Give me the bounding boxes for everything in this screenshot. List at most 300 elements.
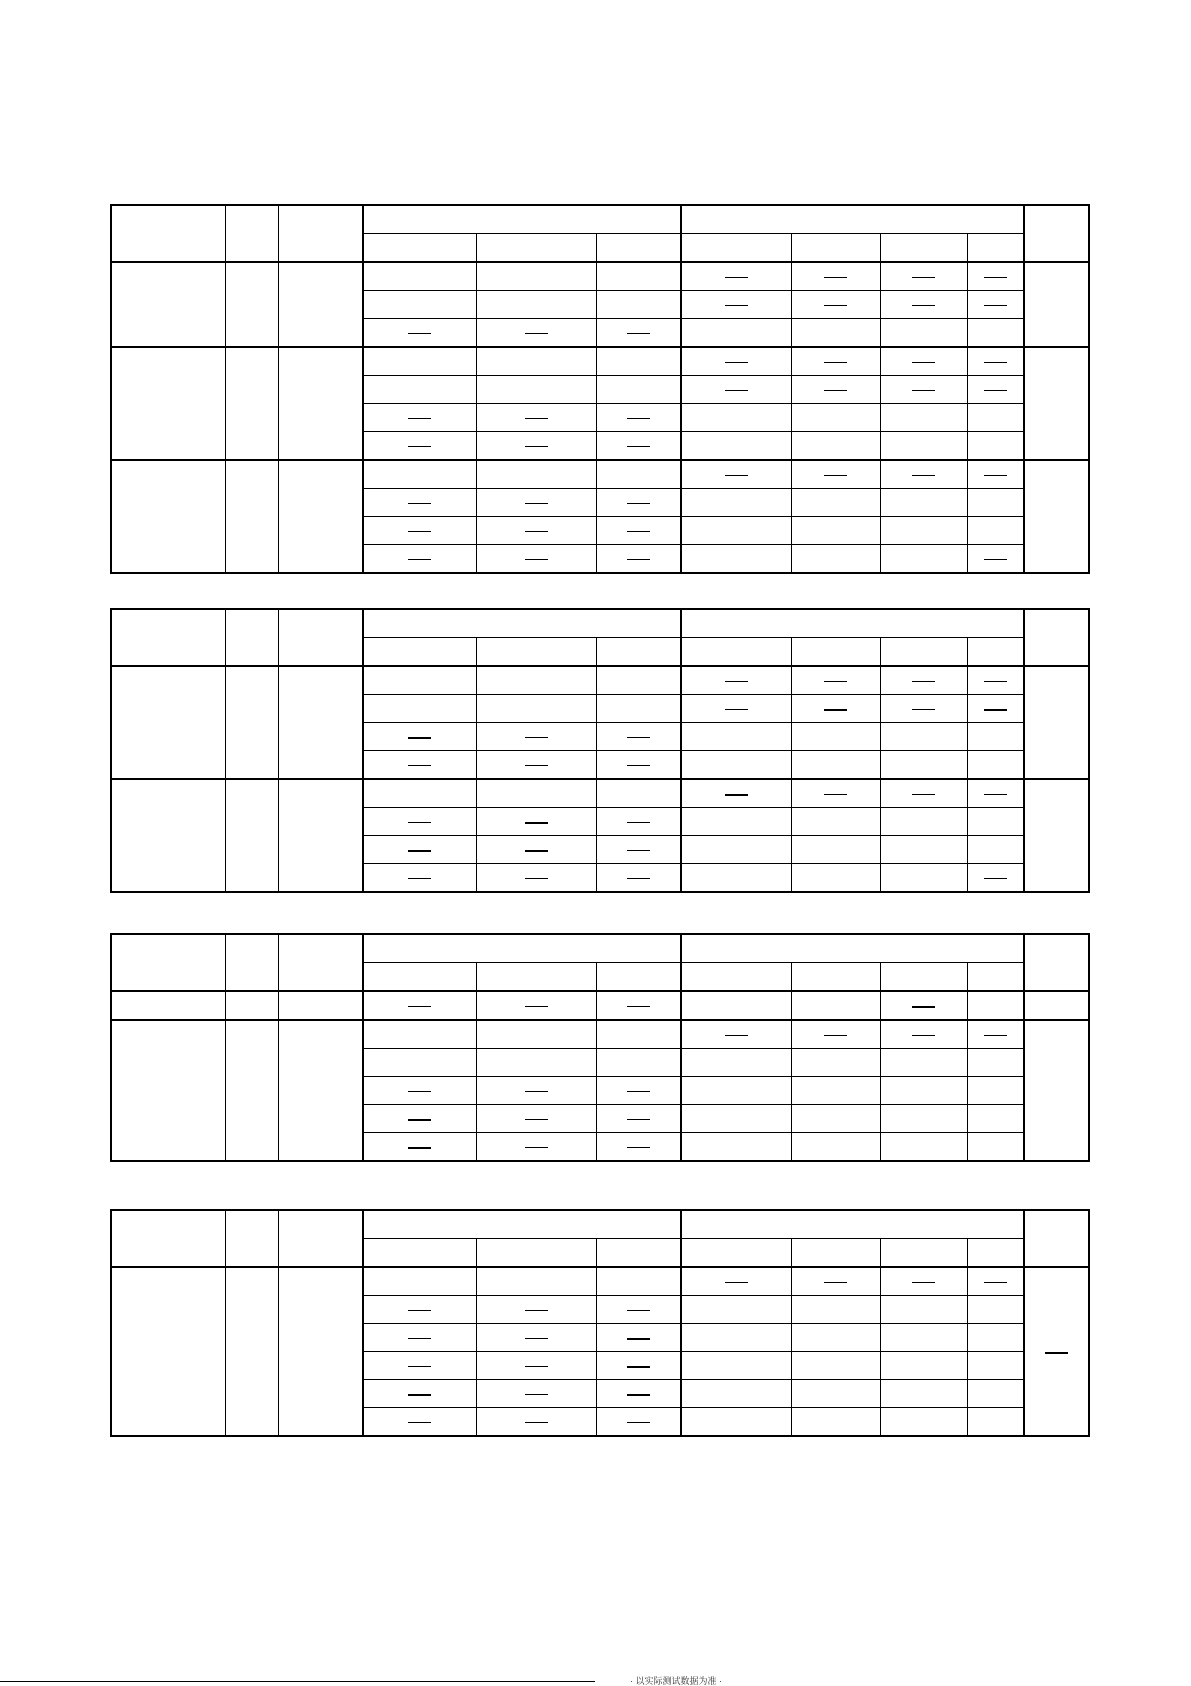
value-cell: [880, 666, 967, 695]
dash-mark: [984, 1282, 1007, 1283]
value-cell: [596, 460, 681, 489]
header-group-left: [363, 934, 681, 963]
group-cell: [278, 460, 363, 573]
dash-mark: [725, 277, 748, 278]
value-cell: [880, 808, 967, 836]
dash-mark: [408, 1119, 431, 1121]
dash-mark: [627, 1366, 650, 1368]
dash-mark: [525, 1422, 548, 1423]
value-cell: [476, 666, 596, 695]
value-cell: [596, 808, 681, 836]
data-table-4: [110, 1209, 1090, 1437]
header-cell: [225, 934, 278, 991]
dash-mark: [725, 794, 748, 796]
value-cell: [596, 666, 681, 695]
group-label-cell: [111, 460, 225, 573]
value-cell: [681, 1408, 791, 1437]
result-cell: [1024, 779, 1089, 892]
dash-mark: [525, 1119, 548, 1120]
value-cell: [476, 723, 596, 751]
dash-mark: [408, 822, 431, 823]
value-cell: [681, 808, 791, 836]
value-cell: [880, 404, 967, 432]
value-cell: [596, 1267, 681, 1296]
value-cell: [596, 432, 681, 461]
value-cell: [967, 808, 1024, 836]
value-cell: [596, 1352, 681, 1380]
value-cell: [363, 864, 476, 893]
value-cell: [880, 517, 967, 545]
value-cell: [476, 1380, 596, 1408]
dash-mark: [627, 1006, 650, 1007]
dash-mark: [525, 1147, 548, 1148]
subheader-cell: [476, 1239, 596, 1268]
value-cell: [880, 1324, 967, 1352]
header-group-right: [681, 205, 1024, 234]
value-cell: [596, 723, 681, 751]
dash-mark: [912, 475, 935, 476]
dash-mark: [525, 737, 548, 738]
group-label-cell: [111, 1267, 225, 1436]
value-cell: [791, 319, 880, 348]
value-cell: [791, 864, 880, 893]
dash-mark: [627, 850, 650, 851]
value-cell: [880, 751, 967, 780]
dash-mark: [824, 362, 847, 363]
value-cell: [880, 489, 967, 517]
header-group-left: [363, 205, 681, 234]
value-cell: [363, 489, 476, 517]
dash-mark: [408, 559, 431, 560]
dash-mark: [912, 305, 935, 306]
header-cell: [278, 609, 363, 666]
header-cell: [278, 205, 363, 262]
dash-mark: [627, 1338, 650, 1340]
value-cell: [476, 808, 596, 836]
value-cell: [791, 432, 880, 461]
dash-mark: [912, 794, 935, 795]
value-cell: [791, 291, 880, 319]
value-cell: [363, 404, 476, 432]
value-cell: [791, 376, 880, 404]
dash-mark: [408, 765, 431, 766]
dash-mark: [525, 531, 548, 532]
dash-mark: [627, 531, 650, 532]
subheader-cell: [791, 638, 880, 667]
value-cell: [596, 1020, 681, 1049]
value-cell: [363, 291, 476, 319]
dash-mark: [1045, 1352, 1068, 1354]
dash-mark: [525, 1394, 548, 1395]
header-row: [111, 205, 1089, 234]
header-cell: [225, 609, 278, 666]
dash-mark: [627, 878, 650, 879]
header-cell: [1024, 205, 1089, 262]
dash-mark: [824, 277, 847, 278]
data-table-3: [110, 933, 1090, 1162]
value-cell: [791, 1267, 880, 1296]
value-cell: [967, 1049, 1024, 1077]
value-cell: [791, 808, 880, 836]
group-cell: [278, 666, 363, 779]
dash-mark: [408, 1338, 431, 1339]
value-cell: [681, 836, 791, 864]
subheader-cell: [681, 963, 791, 992]
value-cell: [967, 1105, 1024, 1133]
value-cell: [880, 545, 967, 574]
dash-mark: [525, 446, 548, 447]
value-cell: [967, 1267, 1024, 1296]
data-table-2: [110, 608, 1090, 893]
value-cell: [681, 751, 791, 780]
data-table-1: [110, 204, 1090, 574]
value-cell: [967, 291, 1024, 319]
dash-mark: [824, 1282, 847, 1283]
header-group-left: [363, 609, 681, 638]
table-row: [111, 991, 1089, 1020]
dash-mark: [912, 277, 935, 278]
dash-mark: [984, 559, 1007, 560]
dash-mark: [525, 822, 548, 824]
value-cell: [967, 836, 1024, 864]
subheader-cell: [967, 638, 1024, 667]
dash-mark: [984, 362, 1007, 363]
value-cell: [967, 1352, 1024, 1380]
value-cell: [681, 1267, 791, 1296]
group-cell: [225, 347, 278, 460]
subheader-cell: [967, 963, 1024, 992]
value-cell: [967, 460, 1024, 489]
value-cell: [880, 376, 967, 404]
group-cell: [278, 779, 363, 892]
subheader-cell: [681, 234, 791, 263]
subheader-cell: [880, 234, 967, 263]
dash-mark: [408, 1422, 431, 1423]
value-cell: [363, 1296, 476, 1324]
value-cell: [681, 517, 791, 545]
dash-mark: [525, 503, 548, 504]
value-cell: [363, 1020, 476, 1049]
value-cell: [880, 1077, 967, 1105]
dash-mark: [627, 822, 650, 823]
value-cell: [681, 1324, 791, 1352]
value-cell: [596, 991, 681, 1020]
value-cell: [791, 1133, 880, 1162]
dash-mark: [408, 1006, 431, 1007]
value-cell: [596, 1324, 681, 1352]
dash-mark: [824, 305, 847, 306]
dash-mark: [984, 794, 1007, 795]
value-cell: [363, 319, 476, 348]
value-cell: [596, 1077, 681, 1105]
dash-mark: [627, 1147, 650, 1148]
header-cell: [111, 609, 225, 666]
value-cell: [791, 404, 880, 432]
result-cell: [1024, 1267, 1089, 1436]
value-cell: [791, 545, 880, 574]
footer-rule: [0, 1681, 595, 1682]
value-cell: [476, 347, 596, 376]
group-cell: [225, 1020, 278, 1161]
group-label-cell: [111, 1020, 225, 1161]
value-cell: [967, 1077, 1024, 1105]
value-cell: [791, 1020, 880, 1049]
value-cell: [967, 545, 1024, 574]
table-row: [111, 262, 1089, 291]
value-cell: [476, 1267, 596, 1296]
value-cell: [880, 1296, 967, 1324]
value-cell: [681, 319, 791, 348]
value-cell: [880, 1133, 967, 1162]
subheader-cell: [596, 963, 681, 992]
value-cell: [681, 779, 791, 808]
value-cell: [363, 376, 476, 404]
dash-mark: [627, 1422, 650, 1423]
subheader-cell: [363, 638, 476, 667]
value-cell: [363, 1324, 476, 1352]
header-row: [111, 934, 1089, 963]
value-cell: [681, 1380, 791, 1408]
value-cell: [476, 1049, 596, 1077]
value-cell: [967, 695, 1024, 723]
header-group-right: [681, 609, 1024, 638]
value-cell: [791, 489, 880, 517]
value-cell: [476, 489, 596, 517]
value-cell: [476, 1296, 596, 1324]
footer-text: · 以实际测试数据为准 ·: [630, 1676, 722, 1686]
value-cell: [791, 1352, 880, 1380]
group-label-cell: [111, 262, 225, 347]
value-cell: [967, 666, 1024, 695]
value-cell: [363, 1408, 476, 1437]
value-cell: [791, 723, 880, 751]
dash-mark: [408, 1091, 431, 1092]
header-group-right: [681, 934, 1024, 963]
value-cell: [681, 489, 791, 517]
value-cell: [880, 1267, 967, 1296]
dash-mark: [824, 1035, 847, 1036]
value-cell: [880, 460, 967, 489]
group-cell: [278, 1267, 363, 1436]
value-cell: [967, 864, 1024, 893]
value-cell: [363, 432, 476, 461]
dash-mark: [525, 1006, 548, 1007]
value-cell: [596, 517, 681, 545]
dash-mark: [408, 878, 431, 879]
value-cell: [363, 991, 476, 1020]
value-cell: [363, 460, 476, 489]
value-cell: [363, 1049, 476, 1077]
subheader-cell: [967, 1239, 1024, 1268]
value-cell: [596, 695, 681, 723]
table-row: [111, 347, 1089, 376]
value-cell: [363, 695, 476, 723]
dash-mark: [525, 1338, 548, 1339]
value-cell: [967, 1380, 1024, 1408]
result-cell: [1024, 991, 1089, 1020]
dash-mark: [525, 878, 548, 879]
value-cell: [596, 1296, 681, 1324]
dash-mark: [627, 559, 650, 560]
value-cell: [681, 1105, 791, 1133]
value-cell: [880, 864, 967, 893]
header-cell: [278, 1210, 363, 1267]
dash-mark: [408, 1394, 431, 1396]
value-cell: [967, 517, 1024, 545]
value-cell: [967, 991, 1024, 1020]
dash-mark: [725, 1035, 748, 1036]
dash-mark: [627, 503, 650, 504]
value-cell: [596, 751, 681, 780]
group-label-cell: [111, 991, 225, 1020]
value-cell: [596, 262, 681, 291]
value-cell: [476, 1077, 596, 1105]
group-cell: [278, 991, 363, 1020]
subheader-cell: [791, 1239, 880, 1268]
subheader-cell: [476, 234, 596, 263]
value-cell: [791, 1077, 880, 1105]
value-cell: [681, 1077, 791, 1105]
dash-mark: [525, 1310, 548, 1311]
subheader-cell: [363, 963, 476, 992]
value-cell: [880, 1020, 967, 1049]
value-cell: [880, 432, 967, 461]
value-cell: [880, 779, 967, 808]
value-cell: [967, 262, 1024, 291]
value-cell: [791, 695, 880, 723]
value-cell: [967, 1020, 1024, 1049]
dash-mark: [627, 418, 650, 419]
table-row: [111, 1267, 1089, 1296]
value-cell: [967, 489, 1024, 517]
dash-mark: [525, 850, 548, 852]
value-cell: [476, 376, 596, 404]
value-cell: [880, 1049, 967, 1077]
dash-mark: [525, 765, 548, 766]
value-cell: [596, 836, 681, 864]
group-cell: [225, 1267, 278, 1436]
value-cell: [880, 836, 967, 864]
header-group-left: [363, 1210, 681, 1239]
dash-mark: [912, 362, 935, 363]
dash-mark: [984, 878, 1007, 879]
value-cell: [596, 1049, 681, 1077]
dash-mark: [525, 559, 548, 560]
header-row: [111, 1210, 1089, 1239]
header-cell: [111, 205, 225, 262]
value-cell: [476, 404, 596, 432]
value-cell: [681, 545, 791, 574]
subheader-cell: [476, 638, 596, 667]
value-cell: [880, 347, 967, 376]
dash-mark: [525, 418, 548, 419]
value-cell: [967, 347, 1024, 376]
value-cell: [363, 545, 476, 574]
value-cell: [791, 836, 880, 864]
dash-mark: [984, 475, 1007, 476]
result-cell: [1024, 347, 1089, 460]
value-cell: [476, 864, 596, 893]
dash-mark: [725, 390, 748, 391]
value-cell: [967, 1324, 1024, 1352]
value-cell: [681, 432, 791, 461]
subheader-cell: [791, 234, 880, 263]
group-cell: [225, 460, 278, 573]
value-cell: [967, 376, 1024, 404]
value-cell: [476, 1408, 596, 1437]
header-cell: [111, 1210, 225, 1267]
value-cell: [476, 262, 596, 291]
subheader-cell: [596, 1239, 681, 1268]
dash-mark: [984, 709, 1007, 711]
value-cell: [880, 1352, 967, 1380]
dash-mark: [912, 390, 935, 391]
value-cell: [791, 991, 880, 1020]
value-cell: [791, 1296, 880, 1324]
value-cell: [363, 1077, 476, 1105]
value-cell: [880, 262, 967, 291]
value-cell: [596, 489, 681, 517]
subheader-cell: [681, 1239, 791, 1268]
result-cell: [1024, 262, 1089, 347]
group-cell: [225, 666, 278, 779]
value-cell: [681, 864, 791, 893]
value-cell: [363, 1267, 476, 1296]
value-cell: [681, 404, 791, 432]
group-label-cell: [111, 347, 225, 460]
dash-mark: [408, 503, 431, 504]
value-cell: [596, 1105, 681, 1133]
value-cell: [476, 432, 596, 461]
dash-mark: [984, 1035, 1007, 1036]
value-cell: [476, 695, 596, 723]
dash-mark: [408, 333, 431, 334]
dash-mark: [408, 418, 431, 419]
subheader-cell: [880, 638, 967, 667]
header-cell: [1024, 609, 1089, 666]
dash-mark: [408, 446, 431, 447]
dash-mark: [525, 1091, 548, 1092]
value-cell: [476, 1133, 596, 1162]
table-row: [111, 1020, 1089, 1049]
value-cell: [681, 1352, 791, 1380]
header-group-right: [681, 1210, 1024, 1239]
dash-mark: [627, 1091, 650, 1092]
group-cell: [278, 262, 363, 347]
value-cell: [880, 1380, 967, 1408]
result-cell: [1024, 460, 1089, 573]
value-cell: [681, 1049, 791, 1077]
value-cell: [967, 779, 1024, 808]
dash-mark: [627, 446, 650, 447]
value-cell: [791, 1380, 880, 1408]
value-cell: [476, 1352, 596, 1380]
table-row: [111, 779, 1089, 808]
dash-mark: [525, 333, 548, 334]
value-cell: [476, 1324, 596, 1352]
dash-mark: [408, 850, 431, 852]
value-cell: [596, 319, 681, 348]
dash-mark: [627, 737, 650, 738]
dash-mark: [408, 737, 431, 739]
header-cell: [111, 934, 225, 991]
dash-mark: [725, 681, 748, 682]
value-cell: [681, 376, 791, 404]
value-cell: [967, 1408, 1024, 1437]
group-cell: [278, 1020, 363, 1161]
subheader-cell: [791, 963, 880, 992]
value-cell: [880, 991, 967, 1020]
